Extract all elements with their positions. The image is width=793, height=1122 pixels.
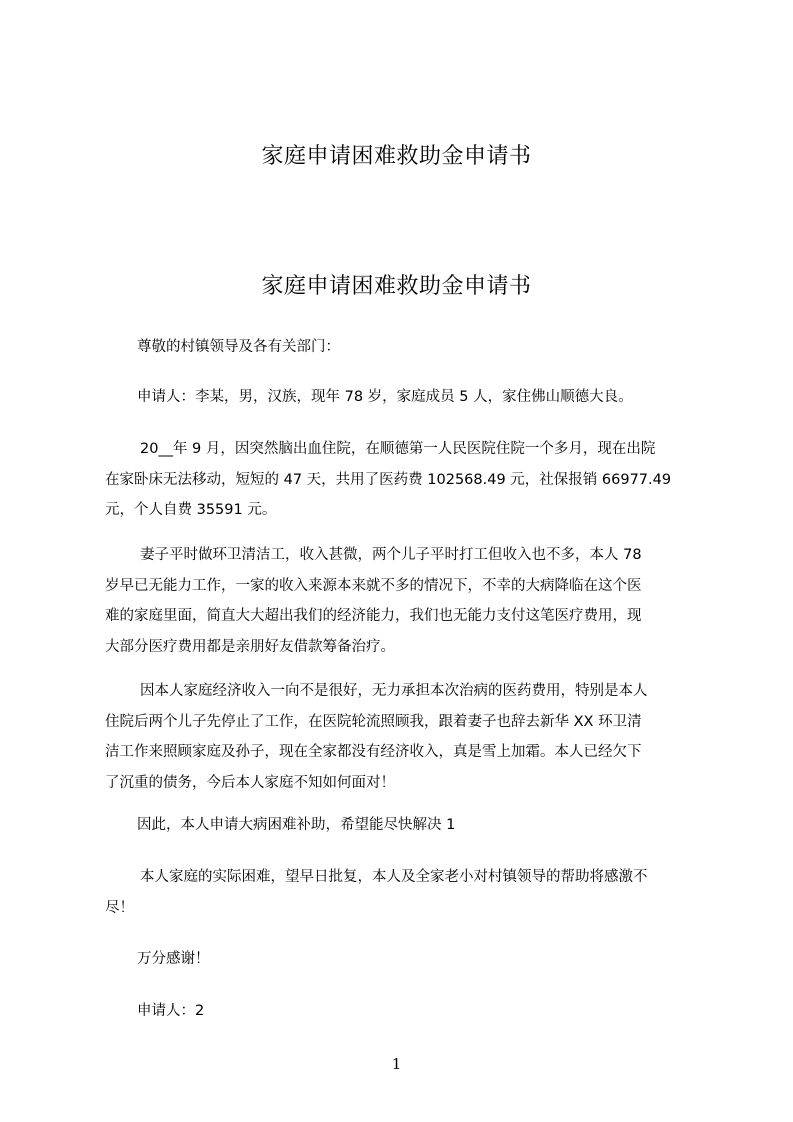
paragraph-family-situation (105, 540, 701, 662)
thanks-text: 万分感谢！ (137, 951, 210, 967)
paragraph-closing (105, 862, 701, 923)
paragraph-line: 住院后两个儿子先停止了工作，在医院轮流照顾我，跟着妻子也辞去新华 XX 环卫清 (105, 713, 642, 730)
salutation (105, 332, 701, 363)
paragraph-line: 了沉重的债务，今后本人家庭不知如何面对！ (105, 774, 395, 791)
applicant-info (105, 382, 701, 413)
paragraph-line: 妻子平时做环卫清洁工，收入甚微，两个儿子平时打工但收入也不多，本人 78 (140, 547, 642, 563)
paragraph-line: 洁工作来照顾家庭及孙子，现在全家都没有经济收入，真是雪上加霜。本人已经欠下 (105, 744, 642, 760)
paragraph-line: 岁早已无能力工作，一家的收入来源本来就不多的情况下，不幸的大病降临在这个医 (105, 577, 642, 594)
header-title: 家庭申请困难救助金申请书 (261, 144, 532, 169)
signature-text: 申请人：2 (137, 1003, 205, 1019)
thanks (105, 944, 701, 975)
paragraph-economic-hardship (105, 676, 701, 798)
applicant-info-text: 申请人：李某，男，汉族，现年 78 岁，家庭成员 5 人，家住佛山顺德大良。 (137, 389, 633, 405)
paragraph-line: 尽！ (105, 899, 134, 916)
request-statement (105, 810, 701, 841)
paragraph-line: 元，个人自费 35591 元。 (105, 502, 277, 518)
paragraph-hospitalization (105, 434, 701, 526)
paragraph-line: 在家卧床无法移动，短短的 47 天，共用了医药费 102568.49 元，社保报销 66977.49 (105, 471, 672, 488)
paragraph-line: 难的家庭里面，简直大大超出我们的经济能力，我们也无能力支付这笔医疗费用，现 (105, 608, 642, 624)
paragraph-line: 本人家庭的实际困难，望早日批复，本人及全家老小对村镇领导的帮助将感激不 (140, 869, 648, 885)
salutation-text: 尊敬的村镇领导及各有关部门： (137, 339, 340, 355)
page-number: 1 (391, 1055, 402, 1073)
document-title: 家庭申请困难救助金申请书 (261, 274, 532, 299)
paragraph-line: 因本人家庭经济收入一向不是很好，无力承担本次治病的医药费用，特别是本人 (140, 683, 648, 699)
paragraph-line: 20__年 9 月，因突然脑出血住院，在顺德第一人民医院住院一个多月，现在出院 (140, 441, 656, 457)
signature (105, 996, 701, 1027)
paragraph-line: 大部分医疗费用都是亲朋好友借款筹备治疗。 (105, 638, 395, 655)
request-text: 因此，本人申请大病困难补助，希望能尽快解决 1 (137, 817, 456, 833)
